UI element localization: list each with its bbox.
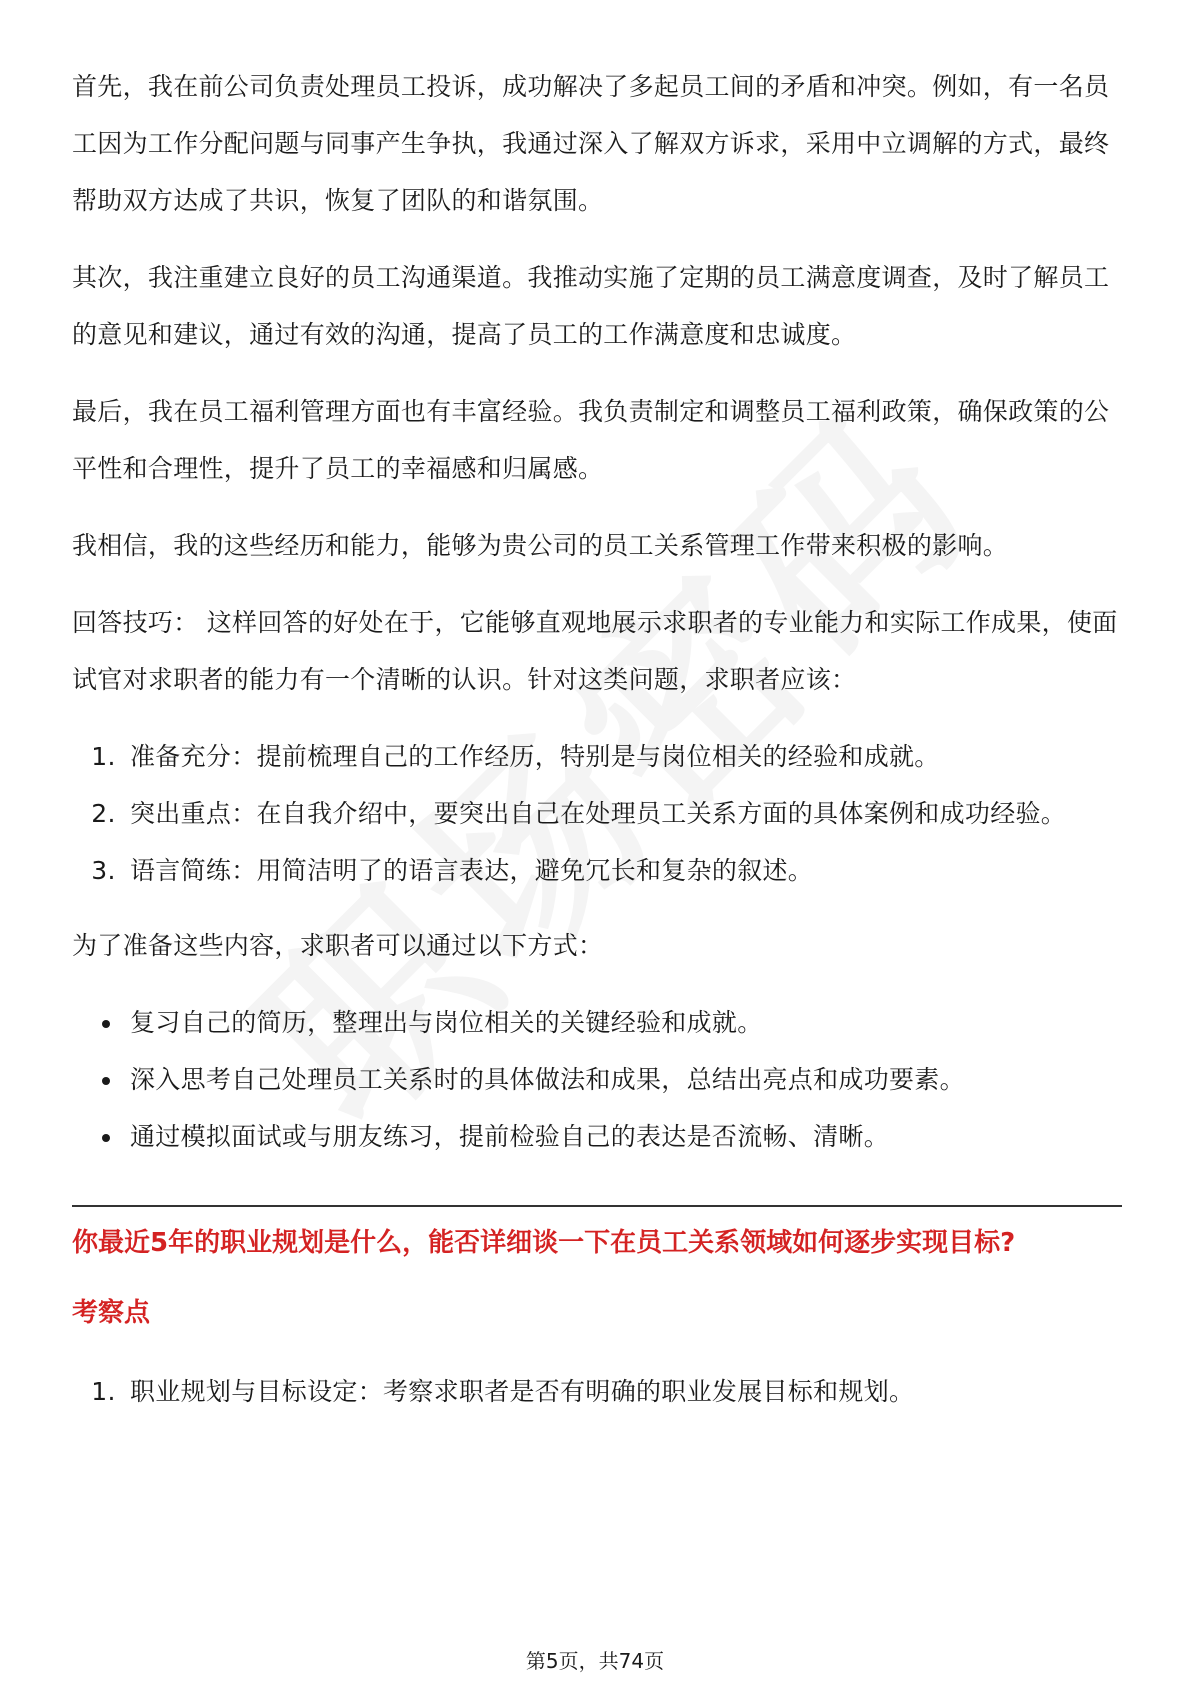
paragraph-answer-tips: 回答技巧： 这样回答的好处在于，它能够直观地展示求职者的专业能力和实际工作成果，使面试官对求职者的能力有一个清晰的认识。针对这类问题，求职者应该：: [72, 608, 1118, 694]
section-divider: [72, 1205, 1122, 1207]
page-number: 第5页，共74页: [525, 1649, 665, 1673]
section-title: 考察点: [72, 1298, 151, 1328]
check-points-list: [72, 1363, 1122, 1420]
list-item: • 深入思考自己处理员工关系时的具体做法和成果，总结出亮点和成功要素。: [124, 1051, 1122, 1108]
list-item: 1. 职业规划与目标设定：考察求职者是否有明确的职业发展目标和规划。: [124, 1363, 1122, 1420]
paragraph-belief: 我相信，我的这些经历和能力，能够为贵公司的员工关系管理工作带来积极的影响。: [72, 531, 1009, 560]
question-heading: 你最近5年的职业规划是什么，能否详细谈一下在员工关系领域如何逐步实现目标?: [72, 1228, 1016, 1258]
prep-intro: 为了准备这些内容，求职者可以通过以下方式：: [72, 931, 604, 960]
tips-list: [72, 728, 1122, 899]
list-item: • 复习自己的简历，整理出与岗位相关的关键经验和成就。: [124, 994, 1122, 1051]
paragraph-second: 其次，我注重建立良好的员工沟通渠道。我推动实施了定期的员工满意度调查，及时了解员工的意见和建议，通过有效的沟通，提高了员工的工作满意度和忠诚度。: [72, 263, 1110, 349]
list-item: 1. 准备充分：提前梳理自己的工作经历，特别是与岗位相关的经验和成就。: [124, 728, 1122, 785]
paragraph-first: 首先，我在前公司负责处理员工投诉，成功解决了多起员工间的矛盾和冲突。例如，有一名员工因为工作分配问题与同事产生争执，我通过深入了解双方诉求，采用中立调解的方式，最终帮助双方达成了共识，恢复了团队的和谐氛围。: [72, 72, 1110, 215]
paragraph-last: 最后，我在员工福利管理方面也有丰富经验。我负责制定和调整员工福利政策，确保政策的公平性和合理性，提升了员工的幸福感和归属感。: [72, 397, 1110, 483]
page-content: [72, 58, 1122, 1438]
list-item: 3. 语言简练：用简洁明了的语言表达，避免冗长和复杂的叙述。: [124, 842, 1122, 899]
list-item: 2. 突出重点：在自我介绍中，要突出自己在处理员工关系方面的具体案例和成功经验。: [124, 785, 1122, 842]
prep-list: [72, 994, 1122, 1165]
list-item: • 通过模拟面试或与朋友练习，提前检验自己的表达是否流畅、清晰。: [124, 1108, 1122, 1165]
